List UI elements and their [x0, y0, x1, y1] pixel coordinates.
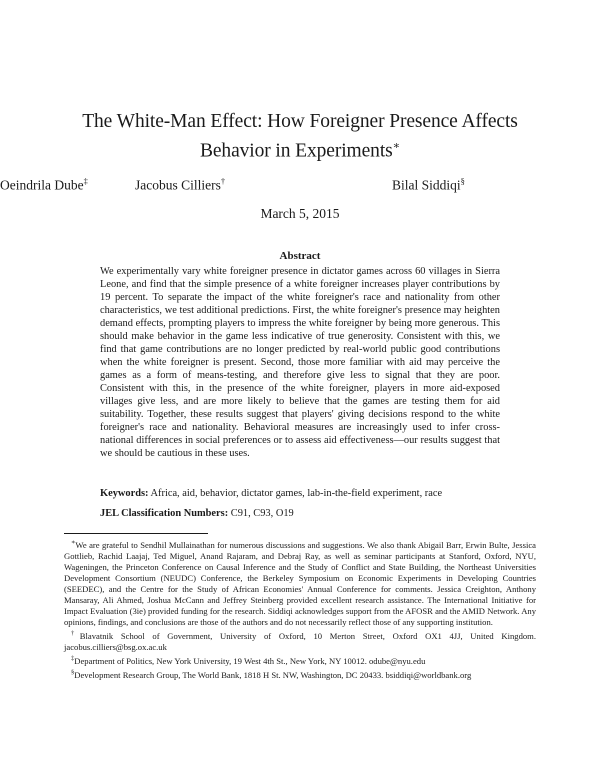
footnote-mark: †: [71, 629, 80, 637]
author-dube: [0, 176, 88, 194]
author-name: Oeindrila Dube: [0, 177, 84, 193]
keywords-text: Africa, aid, behavior, dictator games, lab-in-the-field experiment, race: [150, 488, 443, 499]
footnote-text: Department of Politics, New York University, 19 West 4th St., New York, NY 10012. odube@nyu.edu: [74, 655, 426, 666]
footnote-dube: [64, 653, 536, 667]
jel-text: C91, C93, O19: [230, 508, 294, 519]
footnote-text: We are grateful to Sendhil Mullainathan for numerous discussions and suggestions. We also thank Abigail Barr, Erwin Bulte, Jessica Gottlieb, Rachid Laajaj, Ted Miguel, Anand Rajaram, and Debraj Ray, as well as seminar participants at Stanford, Oxford, NYU, Wageningen, the Princeton Conference on Causal Inference and the Study of Conflict and State Building, the Northeast Universities Development Consortium (NEUDC) Conference, the Berkeley Symposium on Economic Experiments in Developing Countries (SEEDEC), and the Centre for the Study of African Economies' Annual Conference for comments. Jessica Creighton, Anthony Mansaray, Ali Ahmed, Joshua McCann and Jeffrey Steinberg provided excellent research assistance. The International Initiative for Impact Evaluation (3ie) provided funding for the research. Siddiqi acknowledges support from the AFOSR and the AMID Network. Any opinions, findings, and conclusions are those of the authors and do not necessarily reflect those of any supporting institution.: [64, 539, 536, 627]
footnote-siddiqi: [64, 667, 536, 681]
footnote-divider: [64, 533, 208, 534]
author-mark: †: [220, 176, 226, 186]
author-name: Jacobus Cilliers: [135, 177, 221, 193]
abstract-text: We experimentally vary white foreigner presence in dictator games across 60 villages in Sierra Leone, and find that the simple presence of a white foreigner increases player contributions by 19 percent. To separate the impact of the white foreigner's race and nationality from other characteristics, we test additional predictions. First, the white foreigner's presence may heighten demand effects, prompting players to impress the white foreigner by being more generous. This should make behavior in the game less indicative of true generosity. Consistent with this, we find that game contributions are no longer predicted by real-world public good contributions when the white foreigner is present. Second, those more familiar with aid may perceive the games as a form of means-testing, and therefore give less to signal that they are poor. Consistent with this, in the presence of the white foreigner, players in more aid-exposed villages give less, and are more likely to believe that the games are testing them for aid suitability. Together, these results suggest that players' giving decisions respond to the white foreigner's race and nationality. Behavioral measures are increasingly used to infer cross-national differences in social preferences or to assess aid effectiveness—our results suggest that we should be cautious in these uses.: [100, 266, 500, 459]
footnote-mark: §: [71, 668, 75, 676]
title-line-2: Behavior in Experiments: [199, 140, 393, 162]
footnote-mark: ∗: [71, 539, 76, 546]
author-mark: §: [460, 176, 465, 186]
author-mark: ‡: [83, 176, 88, 186]
author-cilliers: [135, 176, 225, 194]
paper-date: March 5, 2015: [260, 206, 340, 221]
footnote-cilliers: [64, 628, 536, 653]
title-line-1: The White-Man Effect: How Foreigner Presence Affects: [82, 111, 518, 132]
jel-label: JEL Classification Numbers:: [100, 508, 229, 519]
footnote-mark: ‡: [71, 654, 75, 662]
footnote-text: Development Research Group, The World Bank, 1818 H St. NW, Washington, DC 20433. bsiddiqi@worldbank.org: [74, 669, 472, 680]
paper-title: [60, 109, 540, 164]
abstract-heading: Abstract: [279, 250, 321, 262]
author-name: Bilal Siddiqi: [392, 177, 461, 193]
keywords-label: Keywords:: [100, 488, 149, 499]
author-siddiqi: [392, 176, 465, 194]
title-footnote-mark: ∗: [392, 140, 401, 152]
footnote-acknowledgements: [64, 537, 536, 628]
footnote-text: Blavatnik School of Government, University of Oxford, 10 Merton Street, Oxford OX1 4JJ, United Kingdom. jacobus.cilliers@bsg.ox.ac.uk: [64, 630, 536, 652]
jel-line: [100, 507, 500, 520]
footnotes: [64, 537, 536, 680]
keywords-line: [100, 487, 500, 500]
